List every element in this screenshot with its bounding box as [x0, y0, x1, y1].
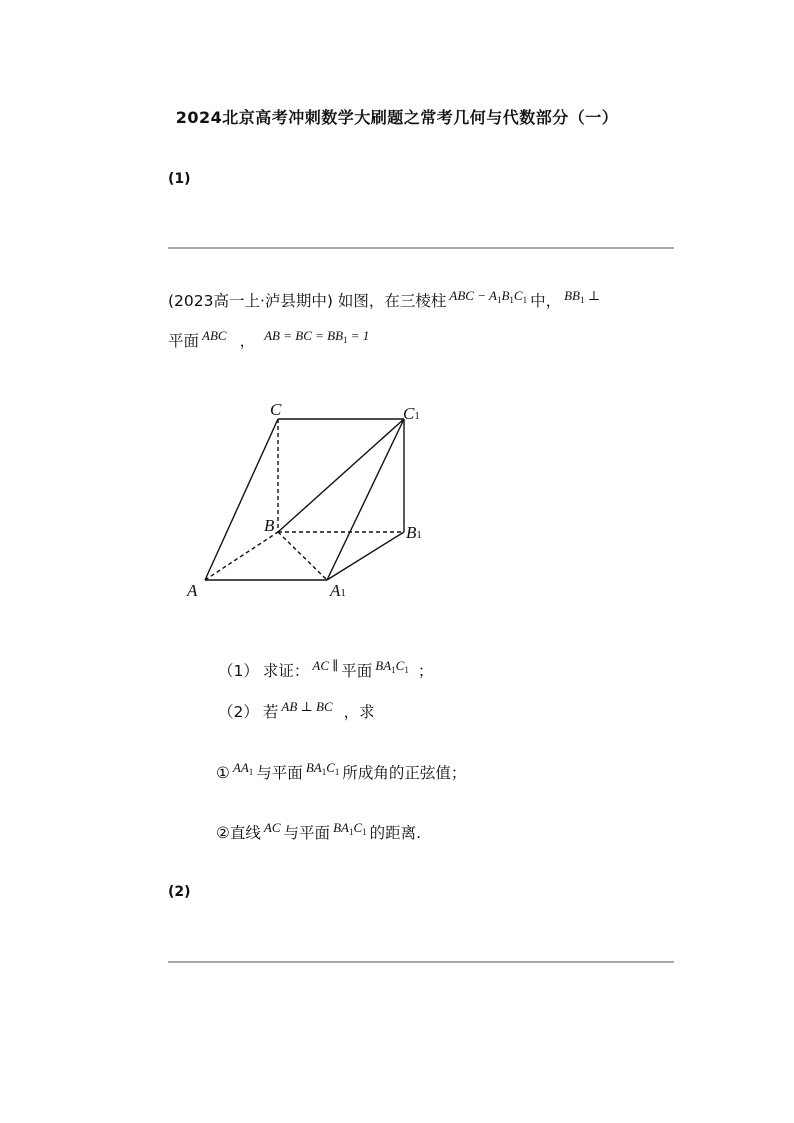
q2-text: 若: [262, 703, 279, 721]
problem-intro-b: 中，: [530, 292, 562, 310]
case-2: [216, 822, 421, 849]
divider-2: [168, 961, 674, 963]
part-label-1: (1): [168, 171, 191, 187]
case-1-mark: ①: [216, 764, 230, 782]
part-label-2: (2): [168, 884, 191, 900]
label-a1: A1: [330, 581, 346, 600]
case-1-plane-math: BA1C1: [305, 760, 340, 777]
edge-b-a1: [278, 532, 327, 580]
plane-abc-math: ABC: [202, 328, 227, 343]
label-b1: B1: [406, 523, 422, 542]
case-1-text: 与平面: [256, 764, 303, 782]
label-a: A: [187, 581, 198, 600]
case-2-math: AC: [263, 820, 281, 835]
label-b: B: [264, 516, 275, 535]
edge-b-c1: [278, 419, 404, 532]
problem-line-1: [168, 290, 603, 317]
case-2-text: 直线: [229, 824, 261, 842]
page-title: 2024北京高考冲刺数学大刷题之常考几何与代数部分（一）: [175, 108, 619, 127]
case-1-math: AA1: [232, 760, 254, 777]
q2-math: AB ⊥ BC: [281, 699, 333, 714]
problem-line-2: [168, 330, 372, 357]
prism-math: ABC − A1B1C1: [449, 288, 528, 305]
q1-text: 求证：: [262, 662, 310, 680]
q2-number: （2）: [218, 703, 259, 721]
q1-math: AC ∥: [312, 658, 339, 673]
divider-1: [168, 247, 674, 249]
q1-end: ；: [417, 662, 434, 680]
case-2-text-3: 的距离.: [369, 824, 422, 842]
q2-end: ，求: [343, 703, 375, 721]
case-1-text-2: 所成角的正弦值；: [342, 764, 467, 782]
case-1: [216, 762, 466, 789]
equal-lengths-math: AB = BC = BB1 = 1: [264, 328, 370, 345]
subquestion-1: [218, 660, 433, 687]
problem-intro: 如图，在三棱柱: [337, 292, 447, 310]
perp-math: BB1 ⊥: [564, 288, 600, 305]
problem-plane-word: 平面: [168, 332, 200, 350]
case-2-plane-math: BA1C1: [333, 820, 367, 837]
prism-figure: [180, 395, 440, 610]
problem-comma: ，: [239, 332, 256, 350]
q1-plane-math: BA1C1: [375, 658, 409, 675]
label-c: C: [270, 400, 282, 419]
subquestion-2: [218, 701, 375, 724]
case-2-mark: ②: [216, 824, 230, 842]
case-2-text-2: 与平面: [283, 824, 331, 842]
label-c1: C1: [403, 404, 420, 423]
q1-number: （1）: [218, 662, 259, 680]
q1-plane: 平面: [341, 662, 373, 680]
problem-source: (2023高一上·泸县期中): [168, 292, 333, 310]
